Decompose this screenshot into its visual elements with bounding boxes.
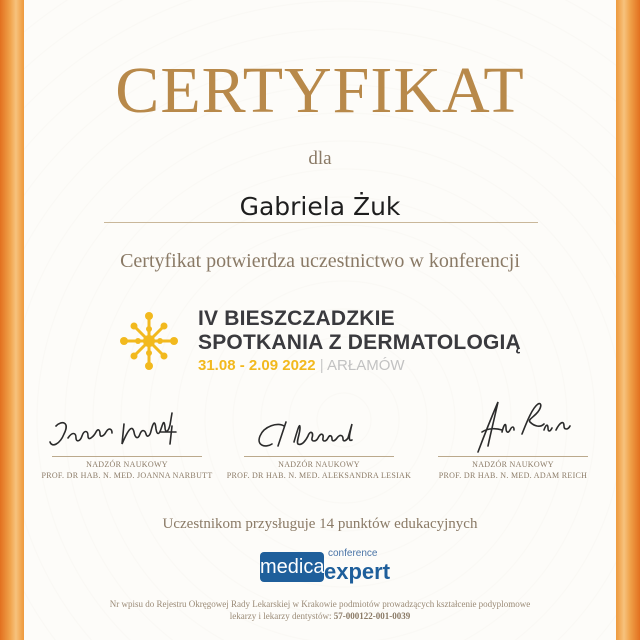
- event-date-place: [198, 358, 405, 373]
- signature-block-lesiak: [224, 412, 414, 480]
- confirmation-text: Certyfikat potwierdza uczestnictwo w konferencji: [120, 250, 520, 272]
- logo-word-conference: conference: [328, 548, 378, 559]
- footer-line1: Nr wpisu do Rejestru Okręgowej Rady Lekarskiej w Krakowie podmiotów prowadzących kształcenie podyplomowe: [109, 599, 531, 609]
- signature-line: [52, 456, 202, 457]
- event-title-line1: IV BIESZCZADZKIE: [198, 307, 395, 330]
- event-place: ARŁAMÓW: [327, 357, 405, 374]
- signature-name: PROF. DR HAB. N. MED. ALEKSANDRA LESIAK: [226, 471, 412, 480]
- handwritten-signature-lesiak: [234, 412, 404, 456]
- signature-line: [438, 456, 588, 457]
- event-separator: |: [319, 357, 324, 374]
- recipient-underline: [104, 222, 538, 223]
- education-points-text: Uczestnikom przysługuje 14 punktów edukacyjnych: [162, 516, 478, 532]
- event-dates: 31.08 - 2.09 2022: [198, 357, 316, 374]
- signature-block-narbutt: [32, 412, 222, 480]
- handwritten-signature-narbutt: [42, 412, 212, 456]
- registry-footer: [84, 598, 556, 622]
- signature-role: NADZÓR NAUKOWY: [278, 460, 360, 469]
- yellow-network-flower-icon: [118, 310, 180, 372]
- medica-expert-logo: [260, 548, 391, 584]
- signature-role: NADZÓR NAUKOWY: [86, 460, 168, 469]
- logo-word-expert: expert: [324, 559, 391, 584]
- for-label: dla: [308, 148, 332, 169]
- signature-role: NADZÓR NAUKOWY: [472, 460, 554, 469]
- footer-line2: [84, 610, 556, 622]
- signature-block-reich: [418, 412, 608, 480]
- footer-line2-prefix: lekarzy i lekarzy dentystów:: [229, 611, 334, 621]
- signature-name: PROF. DR HAB. N. MED. ADAM REICH: [438, 471, 588, 480]
- registry-number: 57-000122-001-0039: [333, 611, 411, 621]
- recipient-name: Gabriela Żuk: [239, 192, 401, 221]
- certificate-sheet: [24, 0, 616, 640]
- signature-name: PROF. DR HAB. N. MED. JOANNA NARBUTT: [41, 471, 213, 480]
- logo-word-medica: medica: [260, 552, 324, 582]
- certificate-title: CERTYFIKAT: [115, 54, 525, 127]
- signature-line: [244, 456, 394, 457]
- handwritten-signature-reich: [428, 396, 598, 456]
- event-title-line2: SPOTKANIA Z DERMATOLOGIĄ: [198, 331, 521, 354]
